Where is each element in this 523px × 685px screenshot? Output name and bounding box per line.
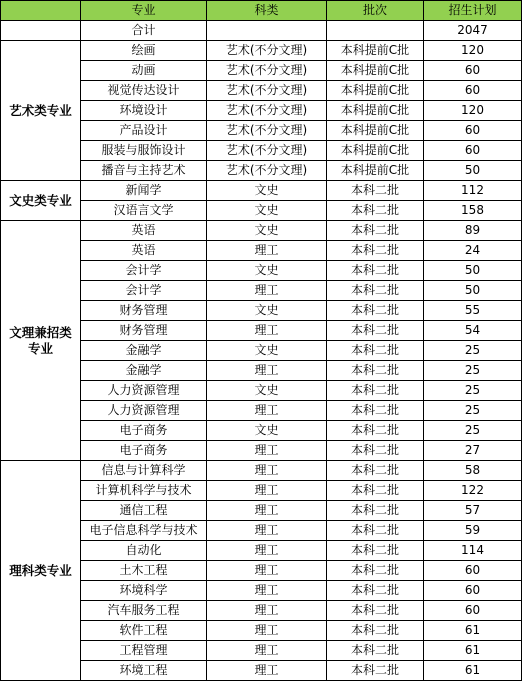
plan-cell[interactable]: 60: [424, 581, 522, 601]
major-cell[interactable]: 土木工程: [81, 561, 207, 581]
major-cell[interactable]: 动画: [81, 61, 207, 81]
batch-cell[interactable]: 本科二批: [327, 501, 424, 521]
major-cell[interactable]: 新闻学: [81, 181, 207, 201]
plan-cell[interactable]: 120: [424, 101, 522, 121]
plan-cell[interactable]: 50: [424, 281, 522, 301]
batch-cell[interactable]: 本科二批: [327, 201, 424, 221]
subject-cell[interactable]: 文史: [207, 341, 327, 361]
plan-cell[interactable]: 158: [424, 201, 522, 221]
batch-cell[interactable]: 本科二批: [327, 361, 424, 381]
major-cell[interactable]: 播音与主持艺术: [81, 161, 207, 181]
major-cell[interactable]: 环境工程: [81, 661, 207, 681]
category-cell[interactable]: 理科类专业: [1, 461, 81, 681]
subject-cell[interactable]: 艺术(不分文理): [207, 121, 327, 141]
major-cell[interactable]: 计算机科学与技术: [81, 481, 207, 501]
plan-cell[interactable]: 60: [424, 601, 522, 621]
major-cell[interactable]: 财务管理: [81, 301, 207, 321]
subject-cell[interactable]: 理工: [207, 501, 327, 521]
subject-cell[interactable]: 文史: [207, 421, 327, 441]
total-subject-blank[interactable]: [207, 21, 327, 41]
major-cell[interactable]: 人力资源管理: [81, 401, 207, 421]
header-batch[interactable]: 批次: [327, 1, 424, 21]
category-line-2: 专业: [27, 340, 53, 356]
subject-cell[interactable]: 艺术(不分文理): [207, 41, 327, 61]
major-cell[interactable]: 汽车服务工程: [81, 601, 207, 621]
table-row: [1, 41, 522, 61]
plan-cell[interactable]: 25: [424, 341, 522, 361]
plan-cell[interactable]: 60: [424, 121, 522, 141]
plan-cell[interactable]: 89: [424, 221, 522, 241]
major-cell[interactable]: 英语: [81, 221, 207, 241]
subject-cell[interactable]: 艺术(不分文理): [207, 61, 327, 81]
subject-cell[interactable]: 艺术(不分文理): [207, 141, 327, 161]
total-batch-blank[interactable]: [327, 21, 424, 41]
category-cell[interactable]: 艺术类专业: [1, 41, 81, 181]
subject-cell[interactable]: 艺术(不分文理): [207, 161, 327, 181]
plan-cell[interactable]: 54: [424, 321, 522, 341]
major-cell[interactable]: 服装与服饰设计: [81, 141, 207, 161]
subject-cell[interactable]: 理工: [207, 361, 327, 381]
category-line-1: 文理兼招类: [9, 324, 72, 340]
batch-cell[interactable]: 本科二批: [327, 441, 424, 461]
subject-cell[interactable]: 理工: [207, 641, 327, 661]
major-cell[interactable]: 金融学: [81, 341, 207, 361]
major-cell[interactable]: 英语: [81, 241, 207, 261]
plan-cell[interactable]: 120: [424, 41, 522, 61]
major-cell[interactable]: 人力资源管理: [81, 381, 207, 401]
subject-cell[interactable]: 艺术(不分文理): [207, 81, 327, 101]
major-cell[interactable]: 财务管理: [81, 321, 207, 341]
batch-cell[interactable]: 本科二批: [327, 221, 424, 241]
total-value[interactable]: 2047: [424, 21, 522, 41]
major-cell[interactable]: 环境科学: [81, 581, 207, 601]
header-category-blank[interactable]: [1, 1, 81, 21]
major-cell[interactable]: 工程管理: [81, 641, 207, 661]
subject-cell[interactable]: 理工: [207, 621, 327, 641]
major-cell[interactable]: 电子商务: [81, 441, 207, 461]
plan-cell[interactable]: 25: [424, 381, 522, 401]
plan-cell[interactable]: 60: [424, 561, 522, 581]
plan-cell[interactable]: 25: [424, 421, 522, 441]
batch-cell[interactable]: 本科二批: [327, 261, 424, 281]
subject-cell[interactable]: 理工: [207, 661, 327, 681]
batch-cell[interactable]: 本科提前C批: [327, 61, 424, 81]
plan-cell[interactable]: 61: [424, 641, 522, 661]
total-category-blank[interactable]: [1, 21, 81, 41]
total-label[interactable]: 合计: [81, 21, 207, 41]
subject-cell[interactable]: 理工: [207, 401, 327, 421]
subject-cell[interactable]: 理工: [207, 541, 327, 561]
header-row: [1, 1, 522, 21]
major-cell[interactable]: 会计学: [81, 281, 207, 301]
plan-cell[interactable]: 25: [424, 361, 522, 381]
total-row: [1, 21, 522, 41]
subject-cell[interactable]: 文史: [207, 301, 327, 321]
subject-cell[interactable]: 理工: [207, 461, 327, 481]
batch-cell[interactable]: 本科二批: [327, 341, 424, 361]
major-cell[interactable]: 金融学: [81, 361, 207, 381]
major-cell[interactable]: 环境设计: [81, 101, 207, 121]
subject-cell[interactable]: 理工: [207, 601, 327, 621]
plan-cell[interactable]: 60: [424, 141, 522, 161]
major-cell[interactable]: 产品设计: [81, 121, 207, 141]
category-cell[interactable]: [1, 221, 81, 461]
subject-cell[interactable]: 文史: [207, 261, 327, 281]
subject-cell[interactable]: 文史: [207, 201, 327, 221]
batch-cell[interactable]: 本科二批: [327, 241, 424, 261]
batch-cell[interactable]: 本科二批: [327, 521, 424, 541]
header-major[interactable]: 专业: [81, 1, 207, 21]
subject-cell[interactable]: 文史: [207, 221, 327, 241]
batch-cell[interactable]: 本科二批: [327, 181, 424, 201]
plan-cell[interactable]: 27: [424, 441, 522, 461]
batch-cell[interactable]: 本科二批: [327, 381, 424, 401]
batch-cell[interactable]: 本科二批: [327, 301, 424, 321]
batch-cell[interactable]: 本科提前C批: [327, 161, 424, 181]
plan-cell[interactable]: 50: [424, 161, 522, 181]
major-cell[interactable]: 电子商务: [81, 421, 207, 441]
subject-cell[interactable]: 理工: [207, 281, 327, 301]
subject-cell[interactable]: 文史: [207, 381, 327, 401]
plan-cell[interactable]: 58: [424, 461, 522, 481]
major-cell[interactable]: 电子信息科学与技术: [81, 521, 207, 541]
batch-cell[interactable]: 本科二批: [327, 481, 424, 501]
subject-cell[interactable]: 理工: [207, 241, 327, 261]
subject-cell[interactable]: 理工: [207, 441, 327, 461]
major-cell[interactable]: 视觉传达设计: [81, 81, 207, 101]
batch-cell[interactable]: 本科二批: [327, 421, 424, 441]
major-cell[interactable]: 汉语言文学: [81, 201, 207, 221]
plan-cell[interactable]: 60: [424, 61, 522, 81]
plan-cell[interactable]: 59: [424, 521, 522, 541]
batch-cell[interactable]: 本科二批: [327, 401, 424, 421]
batch-cell[interactable]: 本科提前C批: [327, 141, 424, 161]
plan-cell[interactable]: 112: [424, 181, 522, 201]
header-plan[interactable]: 招生计划: [424, 1, 522, 21]
plan-cell[interactable]: 61: [424, 621, 522, 641]
plan-cell[interactable]: 122: [424, 481, 522, 501]
major-cell[interactable]: 会计学: [81, 261, 207, 281]
table-row: [1, 221, 522, 241]
batch-cell[interactable]: 本科二批: [327, 581, 424, 601]
batch-cell[interactable]: 本科提前C批: [327, 121, 424, 141]
plan-cell[interactable]: 60: [424, 81, 522, 101]
subject-cell[interactable]: 理工: [207, 521, 327, 541]
batch-cell[interactable]: 本科提前C批: [327, 41, 424, 61]
subject-cell[interactable]: 文史: [207, 181, 327, 201]
table-row: [1, 461, 522, 481]
plan-cell[interactable]: 50: [424, 261, 522, 281]
header-subject[interactable]: 科类: [207, 1, 327, 21]
category-cell[interactable]: 文史类专业: [1, 181, 81, 221]
batch-cell[interactable]: 本科二批: [327, 281, 424, 301]
batch-cell[interactable]: 本科二批: [327, 321, 424, 341]
plan-cell[interactable]: 25: [424, 401, 522, 421]
plan-cell[interactable]: 61: [424, 661, 522, 681]
subject-cell[interactable]: 艺术(不分文理): [207, 101, 327, 121]
major-cell[interactable]: 绘画: [81, 41, 207, 61]
batch-cell[interactable]: 本科二批: [327, 561, 424, 581]
major-cell[interactable]: 软件工程: [81, 621, 207, 641]
major-cell[interactable]: 信息与计算科学: [81, 461, 207, 481]
plan-cell[interactable]: 24: [424, 241, 522, 261]
major-cell[interactable]: 通信工程: [81, 501, 207, 521]
plan-cell[interactable]: 55: [424, 301, 522, 321]
batch-cell[interactable]: 本科二批: [327, 601, 424, 621]
batch-cell[interactable]: 本科提前C批: [327, 101, 424, 121]
batch-cell[interactable]: 本科二批: [327, 461, 424, 481]
batch-cell[interactable]: 本科二批: [327, 661, 424, 681]
batch-cell[interactable]: 本科二批: [327, 621, 424, 641]
subject-cell[interactable]: 理工: [207, 321, 327, 341]
subject-cell[interactable]: 理工: [207, 481, 327, 501]
batch-cell[interactable]: 本科二批: [327, 541, 424, 561]
subject-cell[interactable]: 理工: [207, 561, 327, 581]
table-body: [1, 21, 522, 681]
subject-cell[interactable]: 理工: [207, 581, 327, 601]
batch-cell[interactable]: 本科二批: [327, 641, 424, 661]
plan-cell[interactable]: 57: [424, 501, 522, 521]
table-row: [1, 181, 522, 201]
plan-cell[interactable]: 114: [424, 541, 522, 561]
batch-cell[interactable]: 本科提前C批: [327, 81, 424, 101]
major-cell[interactable]: 自动化: [81, 541, 207, 561]
